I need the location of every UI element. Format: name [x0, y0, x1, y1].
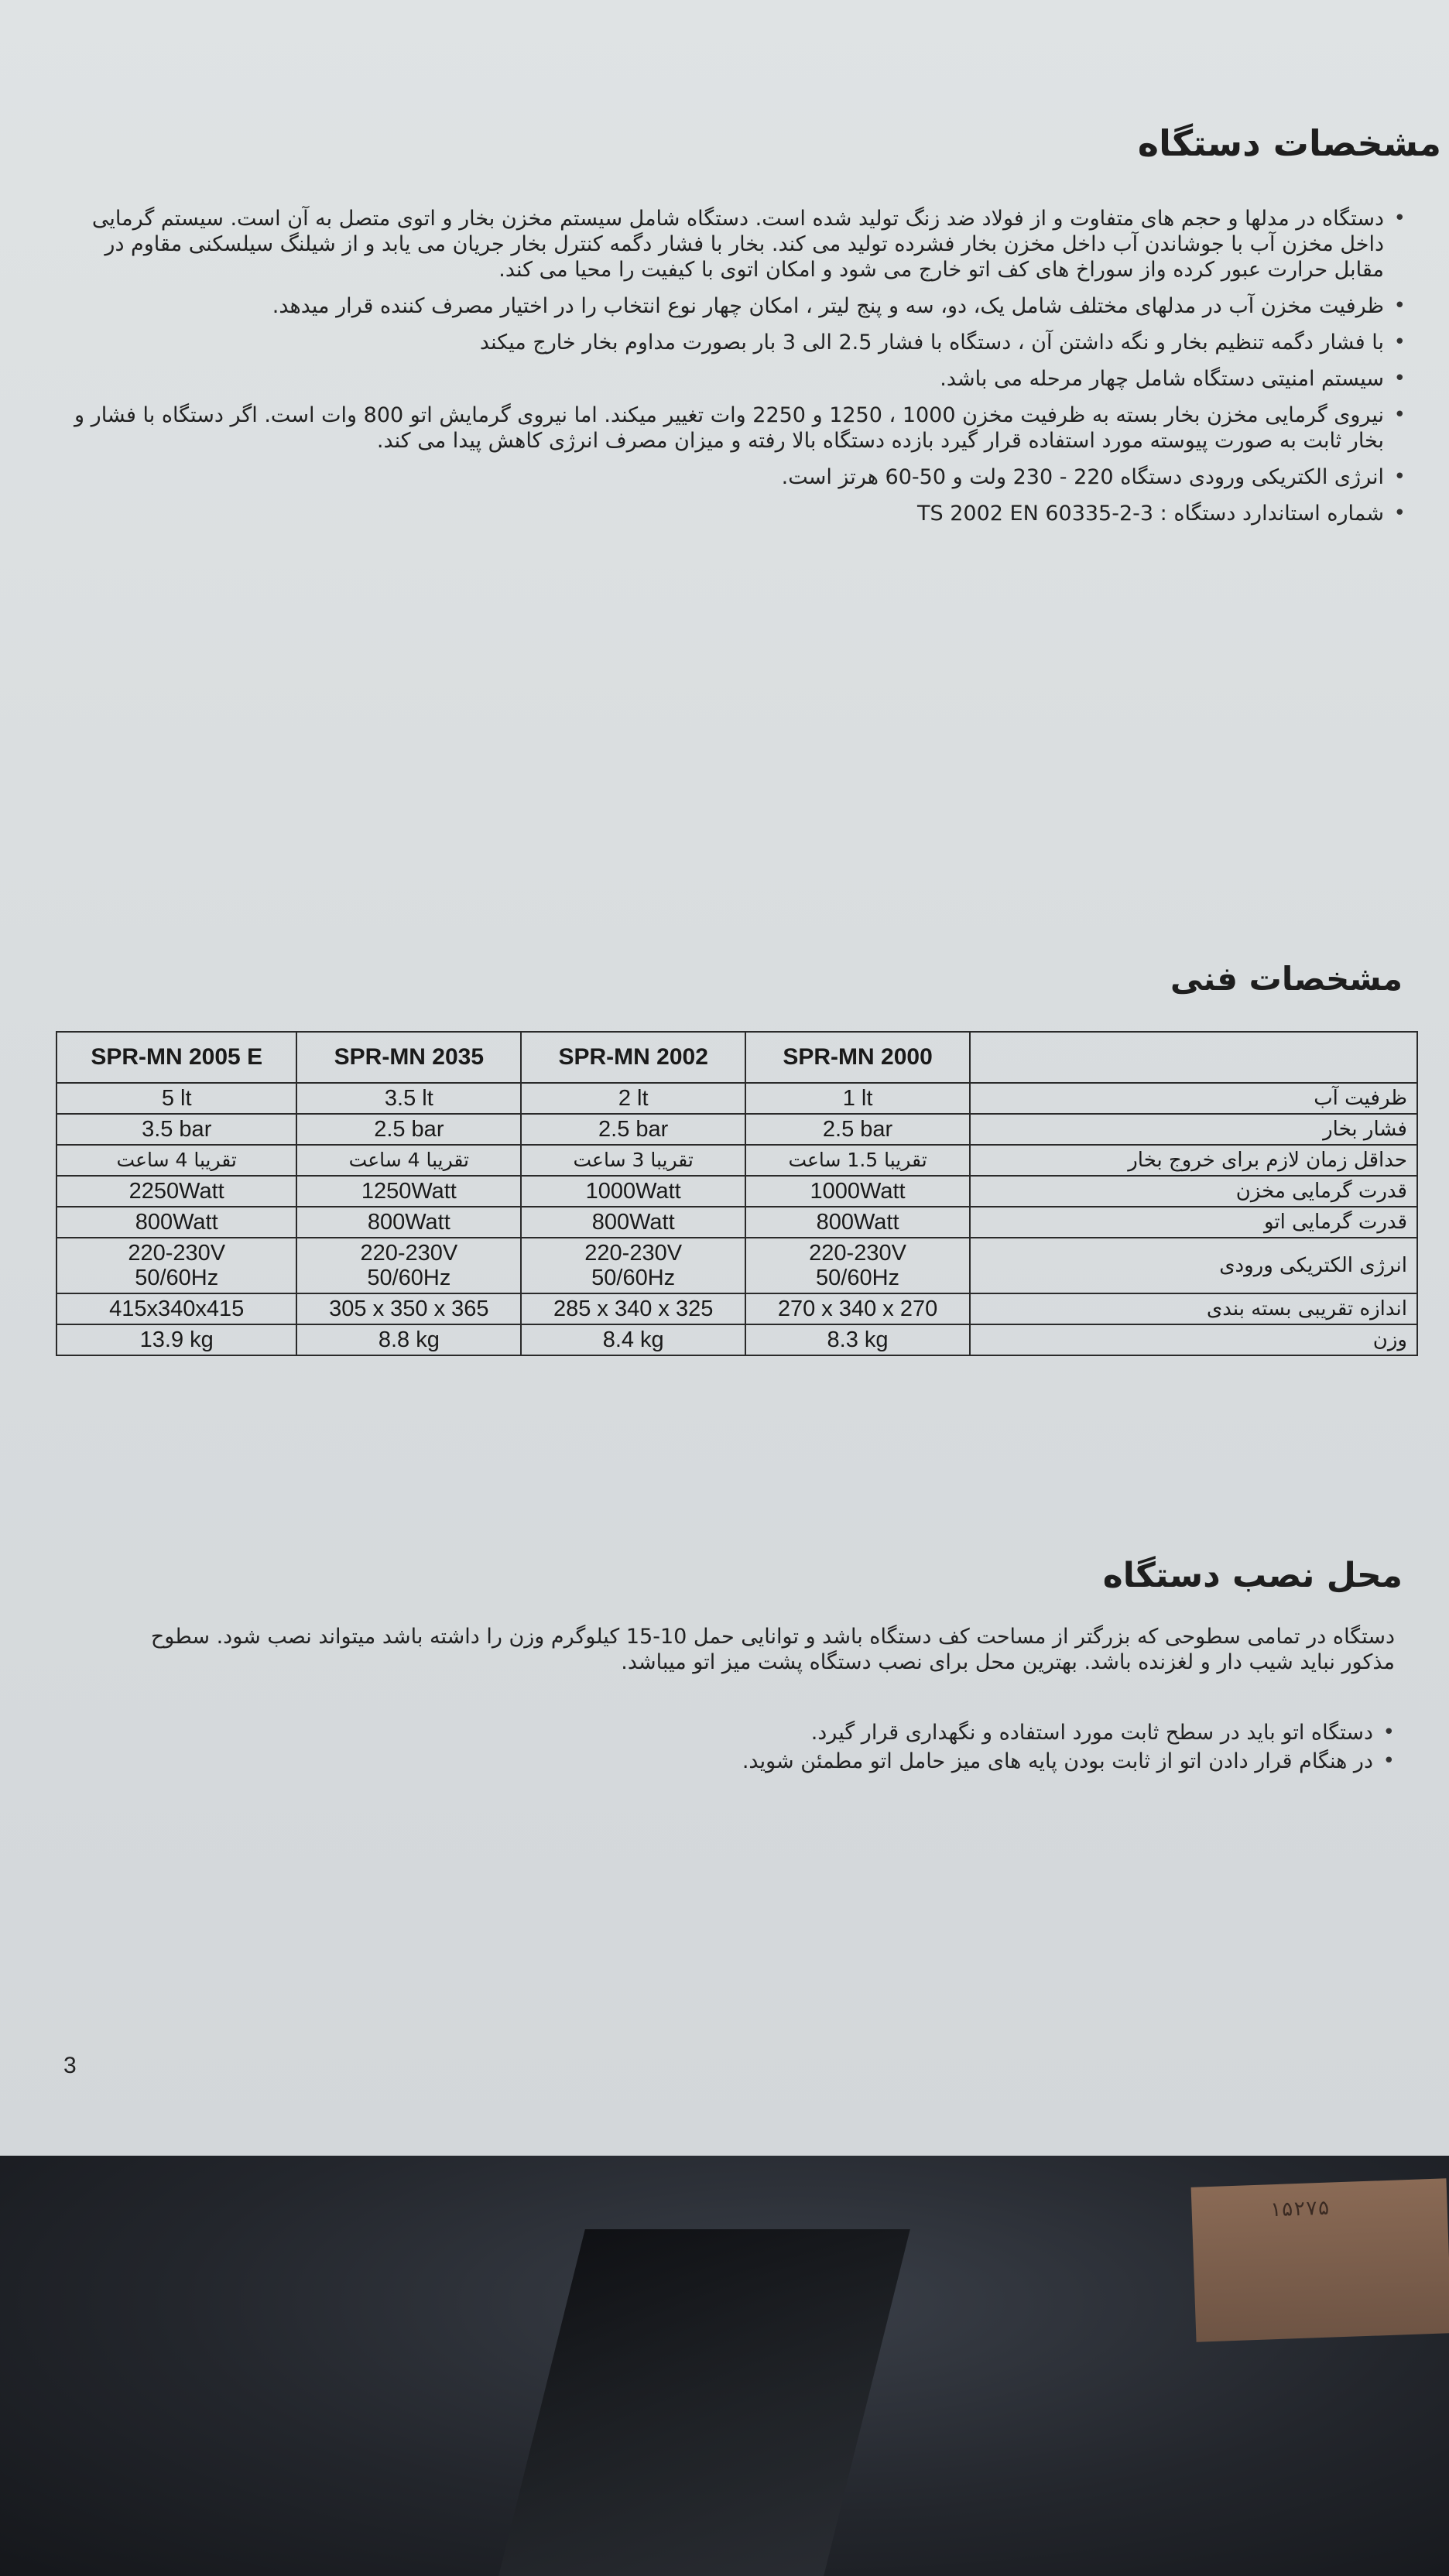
list-item: • دستگاه در مدلها و حجم های متفاوت و از فولاد ضد زنگ تولید شده است. دستگاه شامل سیستم مخزن بخار و اتوی متصل به آن است. سیستم گرمایی داخل مخزن آب با جوشاندن آب داخل مخزن بخار فشرده تولید می کند. بخار با فشار دگمه کنترل بخار جریان می یابد و از شیلنگ سیلسکنی مقاوم در مقابل حرارت عبور کرده واز سوراخ های کف اتو خارج می شود و امکان اتوی با کیفیت را محیا می کند. — [54, 206, 1406, 283]
list-item: • شماره استاندارد دستگاه : TS 2002 EN 60335-2-3 — [54, 501, 1406, 526]
section-title-technical-specs: مشخصات فنی — [1170, 960, 1403, 998]
table-cell: 800Watt — [521, 1207, 745, 1238]
table-cell: 220-230V 50/60Hz — [521, 1238, 745, 1293]
device-specs-list — [54, 206, 1406, 526]
table-row — [57, 1293, 1417, 1324]
table-cell: 2 lt — [521, 1083, 745, 1114]
table-cell: 1250Watt — [296, 1176, 521, 1207]
column-header: SPR-MN 2002 — [521, 1032, 745, 1083]
table-cell: 220-230V 50/60Hz — [745, 1238, 970, 1293]
list-item: • در هنگام قرار دادن اتو از ثابت بودن پایه های میز حامل اتو مطمئن شوید. — [464, 1749, 1395, 1774]
table-cell: تقریبا 1.5 ساعت — [745, 1145, 970, 1176]
list-item: • دستگاه اتو باید در سطح ثابت مورد استفاده و نگهداری قرار گیرد. — [464, 1720, 1395, 1745]
row-label: قدرت گرمایی مخزن — [970, 1176, 1417, 1207]
list-item: • سیستم امنیتی دستگاه شامل چهار مرحله می باشد. — [54, 366, 1406, 392]
table-cell: 8.8 kg — [296, 1324, 521, 1355]
row-label: قدرت گرمایی اتو — [970, 1207, 1417, 1238]
column-header: SPR-MN 2000 — [745, 1032, 970, 1083]
table-cell: 800Watt — [57, 1207, 296, 1238]
technical-specs-table — [56, 1031, 1418, 1356]
table-row — [57, 1176, 1417, 1207]
installation-paragraph: دستگاه در تمامی سطوحی که بزرگتر از مساحت کف دستگاه باشد و توانایی حمل 10-15 کیلوگرم وزن را داشته باشد میتواند نصب شود. سطوح مذکور نباید شیب دار و لغزنده باشد. بهترین محل برای نصب دستگاه پشت میز اتو میباشد. — [150, 1625, 1395, 1674]
table-cell: 800Watt — [296, 1207, 521, 1238]
table-cell: 1 lt — [745, 1083, 970, 1114]
page-number: 3 — [63, 2053, 77, 2078]
table-cell: 3.5 bar — [57, 1114, 296, 1145]
table-row — [57, 1324, 1417, 1355]
row-label: ظرفیت آب — [970, 1083, 1417, 1114]
table-cell: 2250Watt — [57, 1176, 296, 1207]
table-row — [57, 1238, 1417, 1293]
table-cell: 2.5 bar — [521, 1114, 745, 1145]
table-header-row — [57, 1032, 1417, 1083]
table-cell: 3.5 lt — [296, 1083, 521, 1114]
list-item: • نیروی گرمایی مخزن بخار بسته به ظرفیت مخزن 1000 ، 1250 و 2250 وات تغییر میکند. اما نیروی گرمایش اتو 800 وات است. اگر دستگاه با فشار و بخار ثابت به صورت پیوسته مورد استفاده قرار گیرد بازده دستگاه بالا رفته و میزان مصرف انرژی کاهش پیدا می کند. — [54, 402, 1406, 454]
cardboard-box-corner — [1191, 2178, 1449, 2341]
table-cell: 1000Watt — [521, 1176, 745, 1207]
table-cell: 8.4 kg — [521, 1324, 745, 1355]
table-row — [57, 1083, 1417, 1114]
table-cell: تقریبا 4 ساعت — [296, 1145, 521, 1176]
table-cell: 8.3 kg — [745, 1324, 970, 1355]
column-header: SPR-MN 2035 — [296, 1032, 521, 1083]
row-label: فشار بخار — [970, 1114, 1417, 1145]
table-cell: 220-230V 50/60Hz — [57, 1238, 296, 1293]
table-cell: 2.5 bar — [296, 1114, 521, 1145]
table-row — [57, 1207, 1417, 1238]
table-cell: 5 lt — [57, 1083, 296, 1114]
table-cell: 800Watt — [745, 1207, 970, 1238]
column-header — [970, 1032, 1417, 1083]
row-label: حداقل زمان لازم برای خروج بخار — [970, 1145, 1417, 1176]
table-row — [57, 1114, 1417, 1145]
section-title-device-specs: مشخصات دستگاه — [1137, 122, 1441, 164]
table-cell: 305 x 350 x 365 — [296, 1293, 521, 1324]
row-label: اندازه تقریبی بسته بندی — [970, 1293, 1417, 1324]
table-cell: 270 x 340 x 270 — [745, 1293, 970, 1324]
table-cell: 415x340x415 — [57, 1293, 296, 1324]
table-cell: 2.5 bar — [745, 1114, 970, 1145]
section-title-installation: محل نصب دستگاه — [1102, 1556, 1403, 1595]
table-cell: تقریبا 4 ساعت — [57, 1145, 296, 1176]
box-print-text: ۱۵۲۷۵ — [1269, 2196, 1331, 2222]
installation-list — [464, 1720, 1395, 1774]
table-row — [57, 1145, 1417, 1176]
table-cell: 1000Watt — [745, 1176, 970, 1207]
list-item: • ظرفیت مخزن آب در مدلهای مختلف شامل یک، دو، سه و پنج لیتر ، امکان چهار نوع انتخاب را در اختیار مصرف کننده قرار میدهد. — [54, 293, 1406, 319]
list-item: • با فشار دگمه تنظیم بخار و نگه داشتن آن ، دستگاه با فشار 2.5 الی 3 بار بصورت مداوم بخار خارج میکند — [54, 330, 1406, 355]
column-header: SPR-MN 2005 E — [57, 1032, 296, 1083]
table-cell: 13.9 kg — [57, 1324, 296, 1355]
row-label: انرژی الکتریکی ورودی — [970, 1238, 1417, 1293]
list-item: • انرژی الکتریکی ورودی دستگاه 220 - 230 ولت و 50-60 هرتز است. — [54, 464, 1406, 490]
table-cell: 285 x 340 x 325 — [521, 1293, 745, 1324]
row-label: وزن — [970, 1324, 1417, 1355]
table-cell: 220-230V 50/60Hz — [296, 1238, 521, 1293]
table-cell: تقریبا 3 ساعت — [521, 1145, 745, 1176]
